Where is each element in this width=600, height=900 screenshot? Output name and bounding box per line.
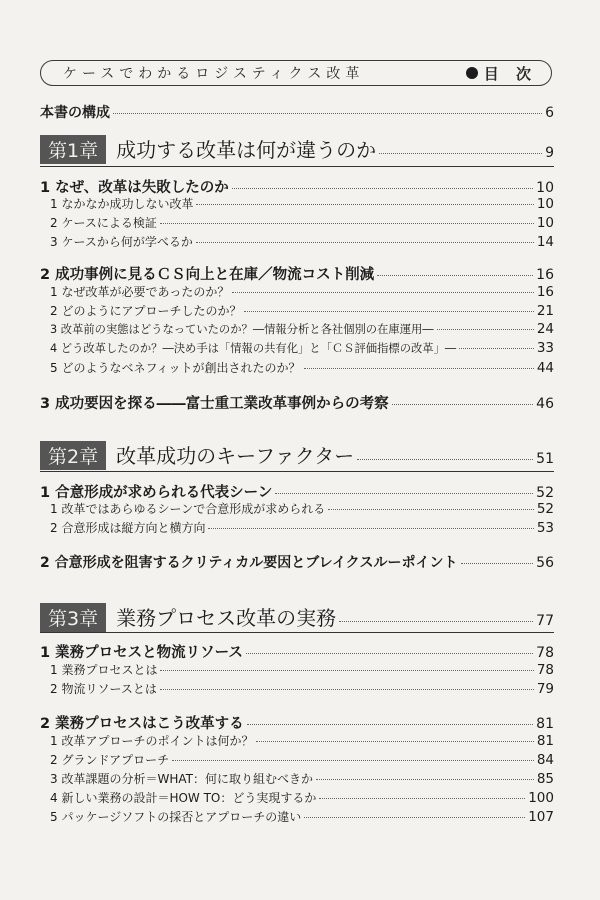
entry-page: 6 [545,105,554,121]
subsection-title: 2 物流リソースとは [50,682,157,696]
section-title: 2 合意形成を阻害するクリティカル要因とブレイクスルーポイント [40,555,458,571]
section-page: 46 [536,396,554,412]
section-title: 2 業務プロセスはこう改革する [40,716,244,732]
subsection-entry[interactable] [40,808,554,825]
subsection-page: 107 [528,809,554,825]
leader-dots [392,404,534,405]
chapter-title: 改革成功のキーファクター [116,444,355,468]
section-page: 81 [536,716,554,732]
subsection-title: 4 新しい業務の設計＝HOW TO：どう実現するか [50,791,317,805]
leader-dots [379,153,542,154]
leader-dots [319,798,525,799]
subsection-title: 1 改革アプローチのポイントは何か？ [50,734,254,748]
subsection-page: 85 [536,771,554,787]
filled-circle-icon [466,67,478,79]
section-page: 10 [536,180,554,196]
section-page: 52 [536,485,554,501]
chapter-heading[interactable] [40,440,554,470]
section-entry[interactable] [40,641,554,662]
subsection-page: 81 [536,733,554,749]
subsection-title: 3 改革課題の分析＝WHAT：何に取り組むべきか [50,772,313,786]
subsection-title: 2 グランドアプローチ [50,753,170,767]
section-title: 3 成功要因を探る――富士重工業改革事例からの考察 [40,396,389,412]
subsection-title: 2 ケースによる検証 [50,216,157,230]
subsection-page: 24 [536,321,554,337]
subsection-page: 44 [536,360,554,376]
leader-dots [357,459,533,460]
subsection-page: 16 [536,284,554,300]
subsection-entry[interactable] [40,214,554,231]
subsection-entry[interactable] [40,233,554,250]
leader-dots [304,368,534,369]
leader-dots [275,493,533,494]
section-page: 56 [536,555,554,571]
subsection-title: 1 なぜ改革が必要であったのか？ [50,285,230,299]
leader-dots [160,670,533,671]
leader-dots [461,563,534,564]
chapter-tag: 第2章 [40,441,106,470]
subsection-page: 33 [536,340,554,356]
section-page: 78 [536,645,554,661]
book-title: ケースでわかるロジスティクス改革 [63,66,365,82]
chapter-page: 9 [545,145,554,161]
leader-dots [232,292,533,293]
subsection-entry[interactable] [40,359,554,376]
subsection-title: 1 改革ではあらゆるシーンで合意形成が求められる [50,502,326,516]
leader-dots [246,653,533,654]
subsection-title: 5 パッケージソフトの採否とアプローチの違い [50,810,302,824]
leader-dots [232,188,533,189]
subsection-entry[interactable] [40,680,554,697]
subsection-title: 3 ケースから何が学べるか [50,235,193,249]
subsection-entry[interactable] [40,283,554,300]
chapter-title: 業務プロセス改革の実務 [116,606,337,630]
subsection-page: 52 [536,501,554,517]
subsection-title: 1 業務プロセスとは [50,663,158,677]
subsection-entry[interactable] [40,661,554,678]
running-header [40,60,552,86]
chapter-page: 77 [536,613,554,629]
subsection-page: 100 [528,790,554,806]
subsection-entry[interactable] [40,519,554,536]
subsection-entry[interactable] [40,789,554,806]
section-title: 1 業務プロセスと物流リソース [40,645,243,661]
chapter-tag: 第1章 [40,135,106,164]
chapter-page: 51 [536,451,554,467]
leader-dots [196,242,534,243]
leader-dots [196,204,533,205]
leader-dots [328,509,534,510]
leader-dots [339,621,533,622]
leader-dots [160,689,534,690]
subsection-entry[interactable] [40,770,554,787]
section-page: 16 [536,267,554,283]
leader-dots [256,741,533,742]
section-entry[interactable] [40,176,554,197]
section-title: 1 なぜ、改革は失敗したのか [40,180,229,196]
leader-dots [304,817,525,818]
subsection-title: 4 どう改革したのか？―決め手は「情報の共有化」と「ＣＳ評価指標の改革」― [50,342,457,355]
chapter-heading[interactable] [40,134,554,164]
chapter-rule [40,632,554,633]
subsection-page: 10 [536,196,554,212]
subsection-entry[interactable] [40,751,554,768]
subsection-title: 3 改革前の実態はどうなっていたのか？―情報分析と各社個別の在庫運用― [50,323,434,336]
subsection-title: 2 合意形成は縦方向と横方向 [50,521,206,535]
subsection-entry[interactable] [40,732,554,749]
chapter-tag: 第3章 [40,603,106,632]
leader-dots [244,311,533,312]
entry-title: 本書の構成 [40,105,110,121]
leader-dots [113,113,542,114]
subsection-entry[interactable] [40,321,554,337]
subsection-entry[interactable] [40,500,554,517]
subsection-page: 79 [536,681,554,697]
subsection-entry[interactable] [40,302,554,319]
subsection-title: 5 どのようなベネフィットが創出されたのか？ [50,361,301,375]
subsection-title: 1 なかなか成功しない改革 [50,197,194,211]
section-entry[interactable] [40,263,554,284]
leader-dots [172,760,534,761]
section-title: 2 成功事例に見るＣＳ向上と在庫／物流コスト削減 [40,267,375,283]
section-entry[interactable] [40,552,554,572]
section-title: 1 合意形成が求められる代表シーン [40,485,273,501]
leader-dots [208,528,533,529]
section-entry[interactable] [40,712,554,733]
leader-dots [160,223,534,224]
subsection-entry[interactable] [40,195,554,212]
subsection-page: 21 [536,303,554,319]
section-entry[interactable] [40,481,554,502]
leader-dots [437,329,534,330]
subsection-title: 2 どのようにアプローチしたのか？ [50,304,242,318]
subsection-page: 53 [536,520,554,536]
chapter-rule [40,471,554,472]
subsection-page: 84 [536,752,554,768]
chapter-title: 成功する改革は何が違うのか [116,138,377,162]
leader-dots [377,275,533,276]
chapter-rule [40,166,554,167]
toc-label: 目 次 [483,64,537,83]
leader-dots [316,779,534,780]
subsection-page: 78 [536,662,554,678]
leader-dots [247,724,534,725]
subsection-page: 14 [536,234,554,250]
chapter-heading[interactable] [40,602,554,632]
subsection-page: 10 [536,215,554,231]
leader-dots [459,348,534,349]
subsection-entry[interactable] [40,340,554,356]
toc-entry-front[interactable] [40,102,554,122]
section-entry[interactable] [40,392,554,413]
